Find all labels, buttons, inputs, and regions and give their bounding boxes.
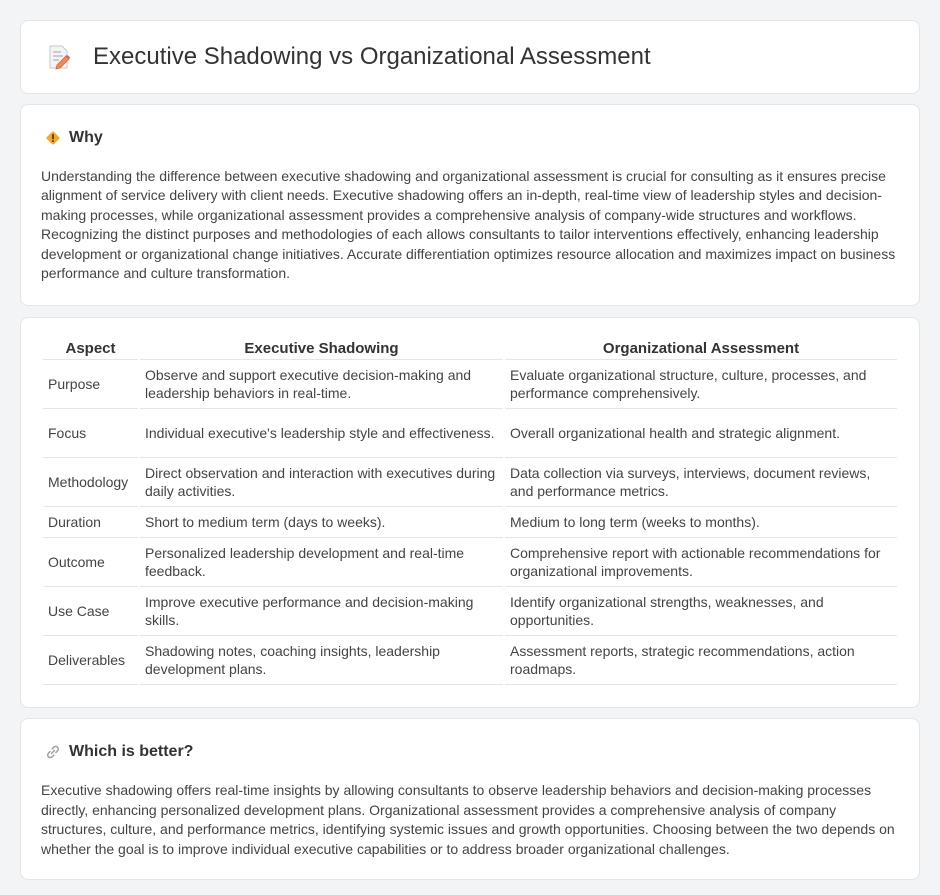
comparison-table (41, 336, 899, 685)
row-organizational-assessment: Identify organizational strengths, weaknesses, and opportunities. (505, 587, 897, 636)
row-aspect: Deliverables (43, 636, 138, 685)
which-section (20, 718, 920, 880)
row-executive-shadowing: Improve executive performance and decision-making skills. (140, 587, 503, 636)
row-aspect: Purpose (43, 360, 138, 409)
table-header-row (43, 336, 897, 360)
row-executive-shadowing: Direct observation and interaction with executives during daily activities. (140, 458, 503, 507)
comparison-table-card (20, 317, 920, 708)
header-aspect: Aspect (43, 336, 138, 360)
table-row (43, 636, 897, 685)
row-aspect: Use Case (43, 587, 138, 636)
table-row (43, 538, 897, 587)
row-executive-shadowing: Personalized leadership development and real-time feedback. (140, 538, 503, 587)
why-section (20, 104, 920, 306)
row-executive-shadowing: Shadowing notes, coaching insights, leadership development plans. (140, 636, 503, 685)
which-heading (45, 743, 899, 761)
warning-diamond-icon (45, 130, 61, 146)
document-pencil-icon (47, 44, 71, 70)
page-title: Executive Shadowing vs Organizational Assessment (93, 43, 651, 70)
row-aspect: Focus (43, 409, 138, 458)
why-paragraph: Understanding the difference between executive shadowing and organizational assessment is crucial for consulting as it ensures precise alignment of service delivery with client needs. Executive shadowing offers an in-depth, real-time view of leadership styles and decision-making processes, while organizational assessment provides a comprehensive analysis of company-wide structures and workflows. Recognizing the distinct purposes and methodologies of each allows consultants to tailor interventions effectively, enhancing leadership development or organizational change initiatives. Accurate differentiation optimizes resource allocation and maximizes impact on business performance and culture transformation. (41, 168, 896, 282)
row-aspect: Duration (43, 507, 138, 538)
row-executive-shadowing: Short to medium term (days to weeks). (140, 507, 503, 538)
header-organizational-assessment: Organizational Assessment (505, 336, 897, 360)
header-executive-shadowing: Executive Shadowing (140, 336, 503, 360)
why-heading (45, 129, 899, 147)
table-row (43, 587, 897, 636)
row-organizational-assessment: Comprehensive report with actionable recommendations for organizational improvements. (505, 538, 897, 587)
row-organizational-assessment: Evaluate organizational structure, culture, processes, and performance comprehensively. (505, 360, 897, 409)
row-organizational-assessment: Assessment reports, strategic recommendations, action roadmaps. (505, 636, 897, 685)
row-aspect: Outcome (43, 538, 138, 587)
row-organizational-assessment: Overall organizational health and strategic alignment. (505, 409, 897, 458)
which-title: Which is better? (69, 743, 194, 761)
table-row (43, 507, 897, 538)
row-aspect: Methodology (43, 458, 138, 507)
table-row (43, 409, 897, 458)
table-row (43, 360, 897, 409)
link-icon (45, 744, 61, 760)
row-organizational-assessment: Medium to long term (weeks to months). (505, 507, 897, 538)
row-executive-shadowing: Observe and support executive decision-making and leadership behaviors in real-time. (140, 360, 503, 409)
why-title: Why (69, 129, 103, 146)
header-card (20, 20, 920, 94)
table-row (43, 458, 897, 507)
row-executive-shadowing: Individual executive's leadership style and effectiveness. (140, 409, 503, 458)
row-organizational-assessment: Data collection via surveys, interviews, document reviews, and performance metrics. (505, 458, 897, 507)
which-paragraph: Executive shadowing offers real-time insights by allowing consultants to observe leadership behaviors and decision-making processes directly, enhancing personalized development plans. Organizational assessment provides a comprehensive analysis of company structures, culture, and performance metrics, identifying systemic issues and growth opportunities. Choosing between the two depends on whether the goal is to improve individual executive capabilities or to address broader organizational challenges. (41, 782, 895, 857)
